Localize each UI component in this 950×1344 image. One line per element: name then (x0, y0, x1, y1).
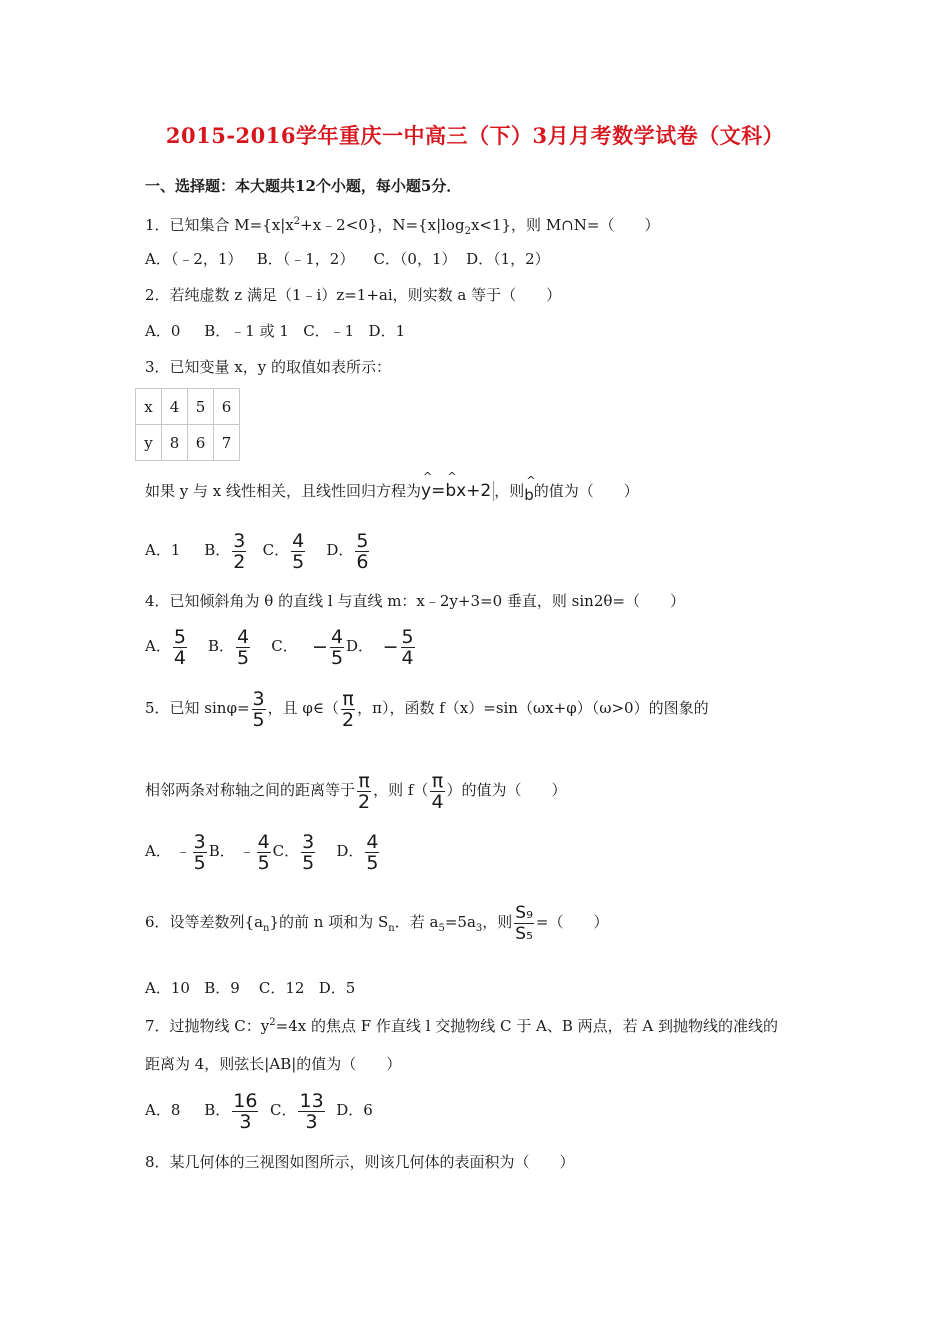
table-cell: 6 (214, 389, 240, 425)
option-b: B．﹣1 或 1 (204, 322, 289, 340)
question-7-stem: 7．过抛物线 C：$y^2=4x$ 的焦点 F 作直线 l 交抛物线 C 于 A、B 两点，若 A 到抛物线的准线的 (145, 1017, 779, 1035)
question-5-stem: 5．已知 sinφ= $\frac{3}{5}$ ，且 φ∈（ $\frac{\pi}{2}$ ，π），函数 f（x）=sin（ωx+φ）（ω>0）的图象的 (145, 687, 709, 731)
option-c: C．12 (258, 979, 305, 997)
table-cell: 4 (162, 389, 188, 425)
question-4-stem: 4．已知倾斜角为 θ 的直线 l 与直线 m：x﹣2y+3=0 垂直，则 sin2θ=（ ） (145, 592, 685, 610)
fraction: $\frac{3}{5}$ (252, 687, 265, 731)
fraction: $\frac{\text{S₉}}{\text{S₅}}$ (515, 902, 533, 944)
table-cell: 7 (214, 425, 240, 461)
question-1-stem: 1．已知集合 $M=\{x|x^2+x﹣2<0\}$，$N=\{x|\log_2x<1\}$，则 M∩N=（ ） (145, 216, 660, 237)
question-4-options: A． $\frac{5}{4}$ B． $\frac{4}{5}$ C． − $\frac{4}{5}$ D． − $\frac{5}{4}$ (145, 625, 414, 669)
fraction: $\frac{\pi}{2}$ (358, 769, 371, 813)
option-d: D．1 (368, 322, 406, 340)
question-3-stem: 3．已知变量 x，y 的取值如表所示： (145, 358, 392, 376)
table-cell: 8 (162, 425, 188, 461)
question-6-stem: 6．设等差数列$\{a_n\}$的前 n 项和为 $S_n$．若 $a_5=5a_3$，则 $\frac{\text{S₉}}{\text{S₅}}$ =（ ） (145, 902, 609, 944)
table-row (136, 389, 240, 425)
fraction: $\frac{\pi}{2}$ (342, 687, 355, 731)
option-c: C．（0，1） (373, 250, 457, 268)
exam-title: 2015-2016学年重庆一中高三（下）3月月考数学试卷（文科） (165, 123, 785, 148)
fraction: $\frac{3}{5}$ (193, 830, 206, 874)
fraction: $\frac{3}{5}$ (302, 830, 315, 874)
option-a: A．10 (145, 979, 190, 997)
question-2-stem: 2．若纯虚数 z 满足（1﹣i）z=1+ai，则实数 a 等于（ ） (145, 286, 562, 304)
table-cell: 6 (188, 425, 214, 461)
table-row (136, 425, 240, 461)
option-a: A．0 (145, 322, 181, 340)
fraction: $\frac{\pi}{4}$ (431, 769, 444, 813)
question-3-options: A．1 B． $\frac{3}{2}$ C． $\frac{4}{5}$ D． $\frac{5}{6}$ (145, 529, 369, 573)
table-cell: y (136, 425, 162, 461)
question-1-options (145, 249, 550, 269)
option-a: A．（﹣2，1） (145, 250, 243, 268)
value-table (135, 388, 240, 461)
question-5-stem-line2: 相邻两条对称轴之间的距离等于 $\frac{\pi}{2}$ ，则 f（ $\frac{\pi}{4}$ ）的值为（ ） (145, 769, 567, 813)
option-b: B．（﹣1，2） (256, 250, 355, 268)
fraction: $\frac{4}{5}$ (366, 830, 379, 874)
fraction: $\frac{4}{5}$ (257, 830, 270, 874)
option-d: D．5 (318, 979, 356, 997)
section-heading: 一、选择题：本大题共12个小题，每小题5分． (145, 177, 462, 195)
question-7-options: A．8 B． $\frac{16}{3}$ C． $\frac{13}{3}$ D．6 (145, 1089, 373, 1133)
regression-equation: ^ y=^ bx+2 (421, 481, 494, 501)
question-6-options (145, 978, 355, 998)
fraction: $\frac{5}{4}$ (173, 625, 186, 669)
table-cell: 5 (188, 389, 214, 425)
option-d: D．（1，2） (466, 250, 550, 268)
question-2-options (145, 321, 405, 341)
fraction: $\frac{16}{3}$ (233, 1089, 258, 1133)
question-5-options: A． ﹣ $\frac{3}{5}$ B． ﹣ $\frac{4}{5}$ C． $\frac{3}{5}$ D． $\frac{4}{5}$ (145, 830, 379, 874)
question-7-stem-line2: 距离为 4，则弦长|AB|的值为（ ） (145, 1055, 402, 1073)
fraction: $\frac{3}{2}$ (233, 529, 246, 573)
fraction: $\frac{4}{5}$ (237, 625, 250, 669)
fraction: $\frac{4}{5}$ (330, 625, 344, 669)
fraction: $\frac{5}{4}$ (401, 625, 414, 669)
option-b: B．9 (204, 979, 240, 997)
fraction: $\frac{13}{3}$ (299, 1089, 324, 1133)
table-cell: x (136, 389, 162, 425)
fraction: $\frac{5}{6}$ (356, 529, 369, 573)
question-3-regression: 如果 y 与 x 线性相关，且线性回归方程为^ y=^ bx+2 ，则^ b的值为（ ） (145, 481, 639, 505)
fraction: $\frac{4}{5}$ (292, 529, 305, 573)
question-8-stem: 8．某几何体的三视图如图所示，则该几何体的表面积为（ ） (145, 1153, 575, 1171)
option-c: C．﹣1 (303, 322, 355, 340)
